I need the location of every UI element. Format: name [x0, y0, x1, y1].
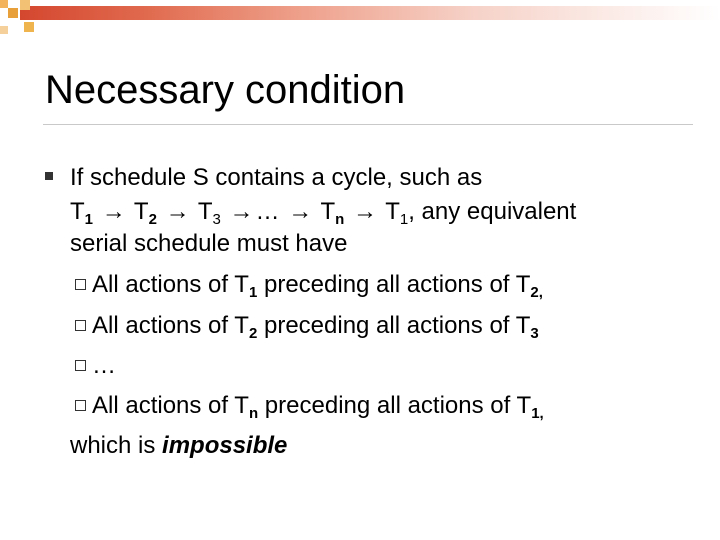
title-divider — [43, 124, 693, 125]
decor-square — [8, 8, 18, 18]
arrow-right-icon: → — [229, 198, 254, 225]
subscript: 1 — [399, 211, 409, 228]
ellipsis: … — [255, 198, 280, 225]
header-decoration — [0, 0, 720, 38]
subscript: 3 — [530, 325, 539, 342]
arrow-right-icon: → — [288, 198, 313, 225]
sub-bullet-item — [75, 270, 543, 300]
t-label: T — [385, 198, 400, 225]
sub-bullet-mid: preceding all actions of T — [258, 392, 532, 419]
t-label: T — [197, 198, 213, 225]
subscript: 1, — [531, 405, 544, 422]
closing-line — [70, 431, 287, 461]
subscript: 3 — [212, 211, 221, 228]
sub-bullet-pre: All actions of T — [92, 271, 249, 298]
header-gradient-bar — [20, 6, 720, 20]
sub-bullet-item — [75, 391, 544, 421]
sub-bullet-mid: preceding all actions of T — [257, 312, 531, 339]
sub-bullet-pre: All actions of T — [92, 392, 249, 419]
t-label: T — [320, 198, 336, 225]
checkbox-bullet-icon — [75, 279, 86, 290]
closing-prefix: which is — [70, 432, 163, 459]
checkbox-bullet-icon — [75, 360, 86, 371]
decor-square — [24, 22, 34, 32]
subscript: n — [248, 405, 259, 422]
subscript: 1 — [84, 211, 94, 228]
sub-bullet-item — [75, 351, 116, 381]
closing-emphasis: impossible — [162, 432, 288, 459]
decor-square — [0, 0, 8, 8]
decor-square — [20, 0, 30, 10]
t-label: T — [133, 198, 149, 225]
arrow-right-icon: → — [352, 198, 377, 225]
t-label: T — [70, 198, 85, 225]
arrow-right-icon: → — [165, 198, 190, 225]
bullet-text-line-1: If schedule S contains a cycle, such as — [70, 164, 483, 191]
sub-bullet-ellipsis: … — [92, 352, 116, 379]
subscript: 1 — [248, 284, 258, 301]
sub-bullet-mid: preceding all actions of T — [257, 271, 531, 298]
bullet-square-icon — [45, 172, 53, 180]
decor-square — [0, 26, 8, 34]
arrow-right-icon: → — [101, 198, 126, 225]
sub-bullet-pre: All actions of T — [92, 312, 249, 339]
cycle-expression — [70, 197, 576, 227]
slide-title: Necessary condition — [45, 68, 406, 112]
bullet-text-line-3: serial schedule must have — [70, 230, 348, 257]
checkbox-bullet-icon — [75, 320, 86, 331]
subscript: 2 — [148, 211, 157, 228]
subscript: 2 — [248, 325, 258, 342]
subscript: 2, — [530, 284, 543, 301]
checkbox-bullet-icon — [75, 400, 86, 411]
line-tail: , any equivalent — [408, 198, 577, 225]
sub-bullet-item — [75, 311, 539, 341]
subscript: n — [335, 211, 345, 228]
